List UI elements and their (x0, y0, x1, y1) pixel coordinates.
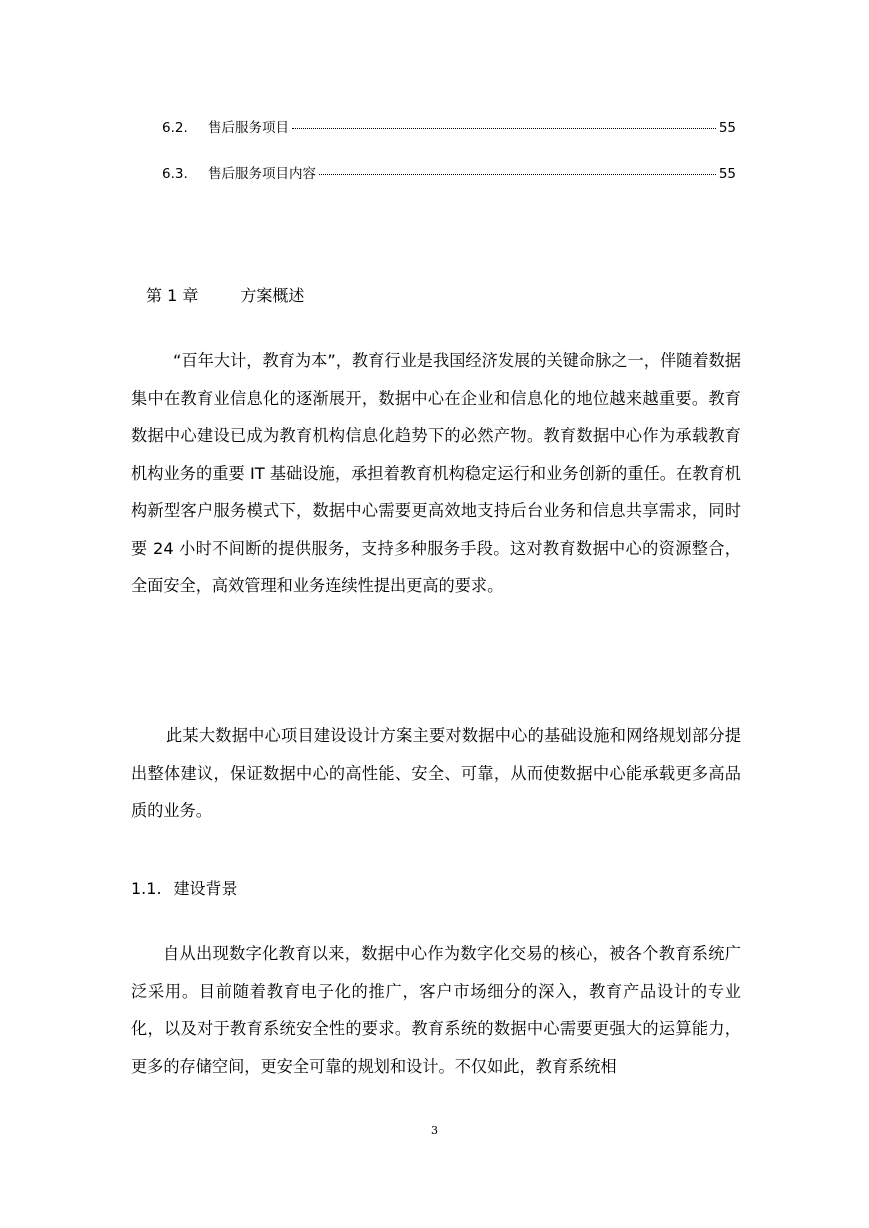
chapter-title: 方案概述 (240, 286, 305, 305)
body-paragraph-1: “百年大计，教育为本”，教育行业是我国经济发展的关键命脉之一，伴随着数据集中在教育业信息化的逐渐展开，数据中心在企业和信息化的地位越来越重要。教育数据中心建设已成为教育机构信息化趋势下的必然产物。教育数据中心作为承载教育机构业务的重要 IT 基础设施，承担着教育机构稳定运行和业务创新的重任。在教育机构新型客户服务模式下，数据中心需要更高效地支持后台业务和信息共享需求，同时要 24 小时不间断的提供服务，支持多种服务手段。这对教育数据中心的资源整合，全面安全，高效管理和业务连续性提出更高的要求。 (131, 351, 741, 595)
section-number: 1.1. (131, 879, 162, 898)
toc-entry-title: 售后服务项目内容 (208, 166, 316, 182)
toc-entry-number: 6.2. (162, 120, 188, 136)
chapter-heading (146, 284, 304, 308)
toc-leader-dots (292, 127, 716, 129)
page-number: 3 (431, 1124, 438, 1137)
toc-entry-6-2[interactable] (162, 118, 736, 138)
toc-entry-6-3[interactable] (162, 164, 736, 184)
toc-leader-dots (319, 173, 716, 175)
toc-entry-number: 6.3. (162, 166, 188, 182)
body-paragraph-2: 此某大数据中心项目建设设计方案主要对数据中心的基础设施和网络规划部分提出整体建议，保证数据中心的高性能、安全、可靠，从而使数据中心能承载更多高品质的业务。 (131, 726, 741, 820)
chapter-label: 第 1 章 (146, 286, 199, 305)
section-title: 建设背景 (173, 879, 238, 898)
toc-entry-page: 55 (718, 120, 736, 136)
toc-entry-page: 55 (718, 166, 736, 182)
section-heading (131, 877, 238, 901)
toc-entry-title: 售后服务项目 (208, 120, 289, 136)
section-paragraph: 自从出现数字化教育以来，数据中心作为数字化交易的核心，被各个教育系统广泛采用。目前随着教育电子化的推广，客户市场细分的深入，教育产品设计的专业化，以及对于教育系统安全性的要求。教育系统的数据中心需要更强大的运算能力，更多的存储空间，更安全可靠的规划和设计。不仅如此，教育系统相 (131, 944, 741, 1076)
